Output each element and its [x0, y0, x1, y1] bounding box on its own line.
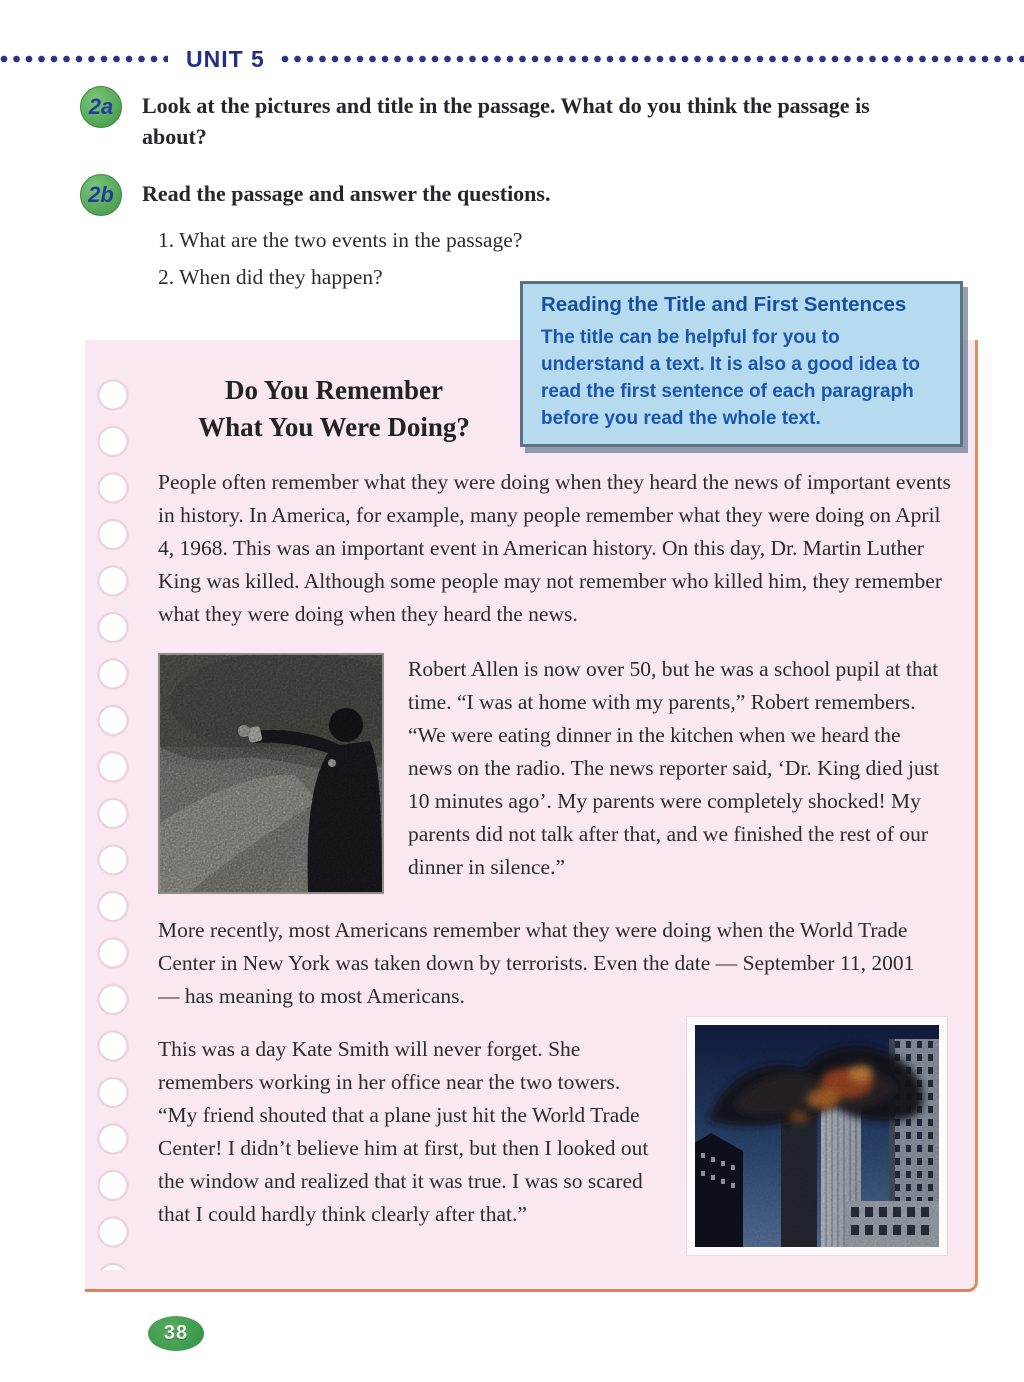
page-number-badge: 38 — [148, 1316, 204, 1351]
task-badge-2b: 2b — [80, 174, 122, 216]
passage-panel — [85, 340, 978, 1292]
task-badge-2a: 2a — [80, 86, 122, 128]
notebook-hole-punches — [89, 374, 135, 1270]
question-list — [158, 222, 522, 296]
mlk-crowd-photo-image — [160, 655, 382, 892]
unit-header — [0, 46, 1024, 72]
paragraph2-row — [158, 647, 947, 894]
mlk-crowd-photo — [158, 653, 384, 894]
paragraph4-row — [158, 1031, 947, 1255]
passage-paragraph-4: This was a day Kate Smith will never forget. She remembers working in her office near the two towers. “My friend shouted that a plane just hit the World Trade Center! I didn’t believe him at first, but then I looked out the window and realized that it was true. I was so scared that I could hardly think clearly after that.” — [158, 1037, 649, 1226]
task-2b-instruction: Read the passage and answer the questions. — [142, 181, 551, 206]
passage-paragraph-2: Robert Allen is now over 50, but he was a school pupil at that time. “I was at home with my parents,” Robert remembers. “We were eating dinner in the kitchen when we heard the news on the radio. The news reporter said, ‘Dr. King died just 10 minutes ago’. My parents were completely shocked! My parents did not talk after that, and we finished the rest of our dinner in silence.” — [408, 657, 940, 879]
reading-tip-box — [520, 281, 963, 447]
passage-paragraph-1: People often remember what they were doing when they heard the news of important events in history. In America, for example, many people remember what they were doing on April 4, 1968. This was an important event in American history. On this day, Dr. Martin Luther King was killed. Although some people may not remember who killed him, they remember what they were doing when they heard the news. — [158, 470, 951, 626]
passage-paragraph-3: More recently, most Americans remember what they were doing when the World Trade Center in New York was taken down by terrorists. Even the date — September 11, 2001 — has meaning to most Americans. — [158, 918, 915, 1008]
question-2: 2. When did they happen? — [158, 265, 383, 289]
task-2a — [80, 88, 940, 174]
question-1: 1. What are the two events in the passage? — [158, 228, 523, 252]
task-2a-instruction: Look at the pictures and title in the passage. What do you think the passage is about? — [142, 93, 870, 149]
world-trade-center-photo-image — [695, 1025, 939, 1247]
passage-title — [158, 372, 510, 446]
passage-title-line2: What You Were Doing? — [198, 412, 470, 442]
dotted-rule-right — [281, 55, 1024, 63]
world-trade-center-photo — [687, 1017, 947, 1255]
dotted-rule-left — [0, 55, 168, 63]
tip-title: Reading the Title and First Sentences — [541, 293, 907, 316]
passage-title-line1: Do You Remember — [225, 375, 443, 405]
tip-body: The title can be helpful for you to understand a text. It is also a good idea to read the first sentence of each paragraph before you read the whole text. — [541, 327, 921, 429]
unit-label: UNIT 5 — [186, 45, 265, 72]
